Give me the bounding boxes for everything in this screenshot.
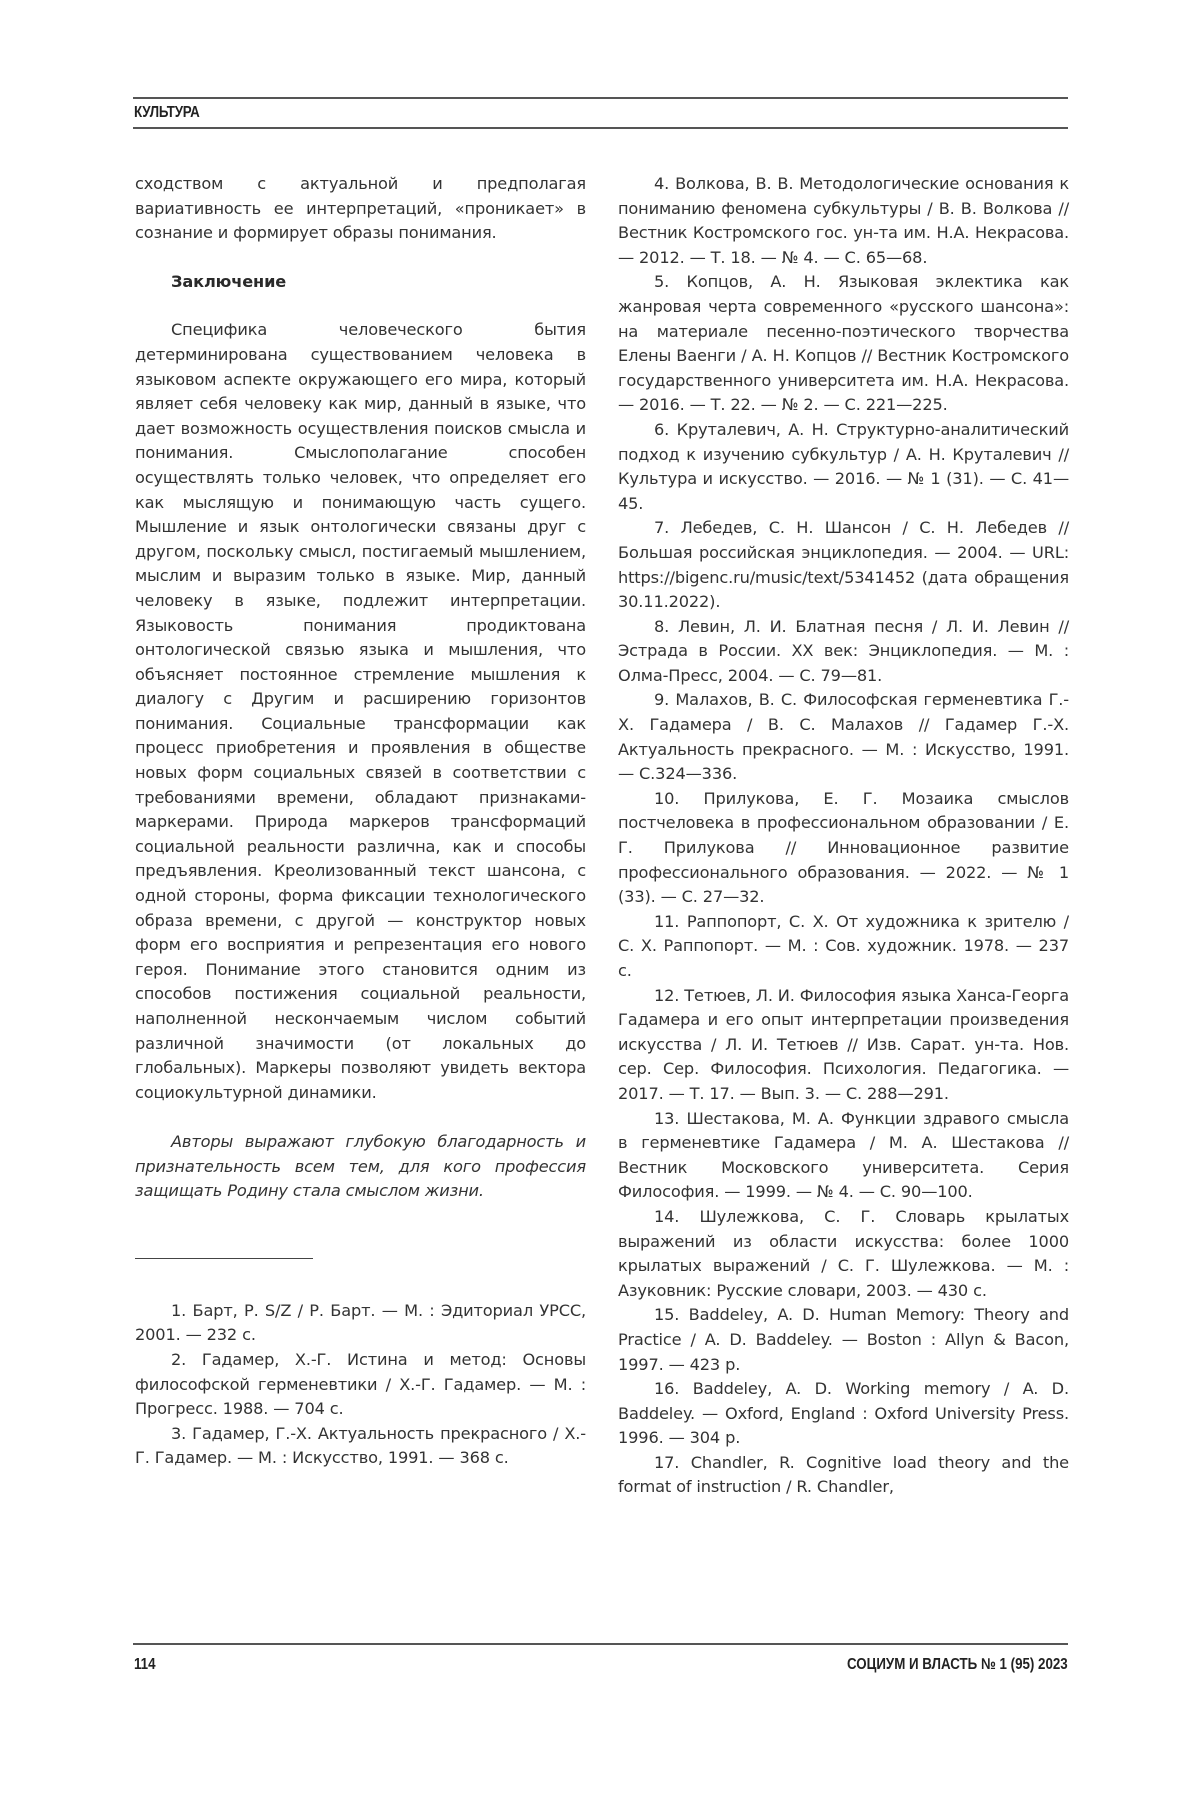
reference-item: 6. Круталевич, А. Н. Структурно-аналитический подход к изучению субкультур / А. Н. Круталевич // Культура и искусство. — 2016. — № 1 (31). — С. 41—45. — [618, 419, 1069, 513]
reference-item: 5. Копцов, А. Н. Языковая эклектика как жанровая черта современного «русского шансона»: на материале песенно-поэтического творчества Елены Ваенги / А. Н. Копцов // Вестник Костромского государственного университета им. Н.А. Некрасова. — 2016. — Т. 22. — № 2. — С. 221—225. — [618, 272, 1069, 415]
reference-item: 1. Барт, Р. S/Z / Р. Барт. — М. : Эдиториал УРСС, 2001. — 232 с. — [135, 1300, 586, 1345]
reference-item: 8. Левин, Л. И. Блатная песня / Л. И. Левин // Эстрада в России. XX век: Энциклопедия. — М. : Олма-Пресс, 2004. — С. 79—81. — [618, 616, 1069, 685]
journal-title: СОЦИУМ И ВЛАСТЬ № 1 (95) 2023 — [847, 1656, 1068, 1673]
page-number: 114 — [134, 1656, 156, 1673]
acknowledgement-paragraph: Авторы выражают глубокую благодарность и признательность всем тем, для кого профессия защищать Родину стала смыслом жизни. — [135, 1131, 586, 1201]
reference-item: 4. Волкова, В. В. Методологические основания к пониманию феномена субкультуры / В. В. Волкова // Вестник Костромского гос. ун-та им. Н.А. Некрасова. — 2012. — Т. 18. — № 4. — С. 65—68. — [618, 174, 1069, 267]
reference-item: 13. Шестакова, М. А. Функции здравого смысла в герменевтике Гадамера / М. А. Шестакова // Вестник Московского университета. Серия Философия. — 1999. — № 4. — С. 90—100. — [618, 1108, 1069, 1202]
reference-item: 10. Прилукова, Е. Г. Мозаика смыслов постчеловека в профессиональном образовании / Е. Г. Прилукова // Инновационное развитие профессионального образования. — 2022. — № 1 (33). — С. 27—32. — [618, 788, 1069, 907]
spacer — [135, 1105, 586, 1130]
left-column — [135, 172, 586, 1471]
reference-item: 17. Chandler, R. Cognitive load theory and the format of instruction / R. Chandler, — [618, 1452, 1069, 1497]
conclusion-heading: Заключение — [171, 271, 287, 291]
reference-item: 11. Раппопорт, С. Х. От художника к зрителю / С. Х. Раппопорт. — М. : Сов. художник. 1978. — 237 с. — [618, 911, 1069, 980]
reference-item: 12. Тетюев, Л. И. Философия языка Ханса-Георга Гадамера и его опыт интерпретации произведения искусства / Л. И. Тетюев // Изв. Сарат. ун-та. Нов. сер. Сер. Философия. Психология. Педагогика. — 2017. — Т. 17. — Вып. 3. — С. 288—291. — [618, 985, 1069, 1103]
conclusion-paragraph: Специфика человеческого бытия детерминирована существованием человека в языковом аспекте окружающего его мира, который являет себя человеку как мир, данный в языке, что дает возможность осуществления поисков смысла и понимания. Смыслополагание способен осуществлять только человек, что определяет его как мыслящую и понимающую часть сущего. Мышление и язык онтологически связаны друг с другом, поскольку смысл, постигаемый мышлением, мыслим и выразим только в языке. Мир, данный человеку в языке, подлежит интерпретации. Языковость понимания продиктована онтологической связью языка и мышления, что объясняет постоянное стремление мышления к диалогу с Другим и расширению горизонтов понимания. Социальные трансформации как процесс приобретения и проявления в обществе новых форм социальных связей в соответствии с требованиями времени, обладают признаками-маркерами. Природа маркеров трансформаций социальной реальности различна, как и способы предъявления. Креолизованный текст шансона, с одной стороны, форма фиксации технологического образа времени, с другой — конструктор новых форм его восприятия и репрезентация его нового героя. Понимание этого становится одним из способов постижения социальной реальности, наполненной нескончаемым числом событий различной значимости (от локальных до глобальных). Маркеры позволяют увидеть вектора социокультурной динамики. — [135, 320, 586, 1102]
intro-paragraph: сходством с актуальной и предполагая вариативность ее интерпретаций, «проникает» в сознание и формирует образы понимания. — [135, 174, 586, 243]
header-top-rule — [133, 97, 1068, 99]
header-bottom-rule — [133, 127, 1068, 129]
reference-item: 14. Шулежкова, С. Г. Словарь крылатых выражений из области искусства: более 1000 крылатых выражений / С. Г. Шулежкова. — М. : Азуковник: Русские словари, 2003. — 430 с. — [618, 1206, 1069, 1300]
reference-item: 15. Baddeley, A. D. Human Memory: Theory and Practice / A. D. Baddeley. — Boston : Allyn & Bacon, 1997. — 423 p. — [618, 1305, 1069, 1374]
reference-item: 7. Лебедев, С. Н. Шансон / С. Н. Лебедев // Большая российская энциклопедия. — 2004. — URL: https://bigenc.ru/music/text/5341452 (дата обращения 30.11.2022). — [618, 518, 1069, 612]
references-separator — [135, 1258, 313, 1259]
reference-item: 3. Гадамер, Г.-Х. Актуальность прекрасного / Х.-Г. Гадамер. — М. : Искусство, 1991. — 368 с. — [135, 1423, 586, 1468]
reference-item: 16. Baddeley, A. D. Working memory / A. D. Baddeley. — Oxford, England : Oxford University Press. 1996. — 304 p. — [618, 1379, 1069, 1448]
reference-item: 9. Малахов, В. С. Философская герменевтика Г.-Х. Гадамера / В. С. Малахов // Гадамер Г.-Х. Актуальность прекрасного. — М. : Искусство, 1991. — С.324—336. — [618, 690, 1069, 784]
right-column — [618, 172, 1069, 1500]
running-head-section: КУЛЬТУРА — [134, 104, 200, 121]
footer-rule — [133, 1643, 1068, 1645]
reference-item: 2. Гадамер, Х.-Г. Истина и метод: Основы философской герменевтики / Х.-Г. Гадамер. — М. : Прогресс. 1988. — 704 с. — [135, 1349, 586, 1419]
